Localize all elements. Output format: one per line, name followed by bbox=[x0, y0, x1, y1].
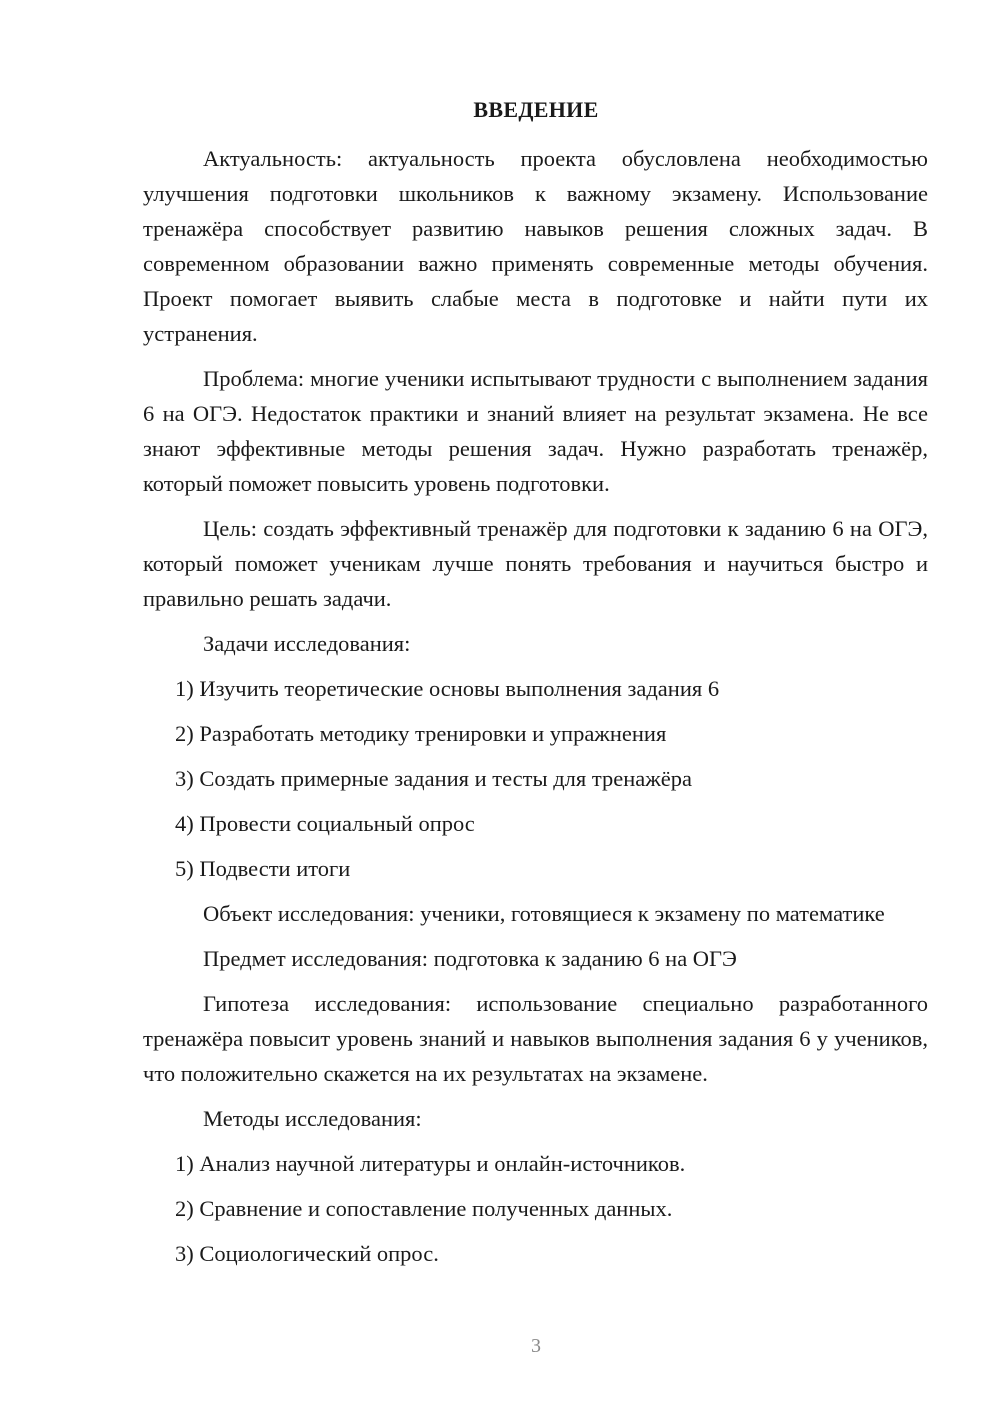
task-item: 1) Изучить теоретические основы выполнения задания 6 bbox=[175, 676, 720, 701]
page-body bbox=[143, 141, 928, 1281]
task-item: 3) Создать примерные задания и тесты для тренажёра bbox=[175, 766, 693, 791]
task-item: 5) Подвести итоги bbox=[175, 856, 351, 881]
method-item: 3) Социологический опрос. bbox=[175, 1241, 439, 1266]
task-item: 2) Разработать методику тренировки и упражнения bbox=[175, 721, 667, 746]
relevance-paragraph: Актуальность: актуальность проекта обусловлена необходимостью улучшения подготовки школьников к важному экзамену. Использование тренажёра способствует развитию навыков решения сложных задач. В современном образовании важно применять современные методы обучения. Проект помогает выявить слабые места в подготовке и найти пути их устранения. bbox=[143, 146, 928, 346]
object-paragraph: Объект исследования: ученики, готовящиеся к экзамену по математике bbox=[203, 901, 885, 926]
method-item: 1) Анализ научной литературы и онлайн-источников. bbox=[175, 1151, 686, 1176]
goal-paragraph: Цель: создать эффективный тренажёр для подготовки к заданию 6 на ОГЭ, который поможет ученикам лучше понять требования и научиться быстро и правильно решать задачи. bbox=[143, 516, 928, 611]
method-item: 2) Сравнение и сопоставление полученных данных. bbox=[175, 1196, 673, 1221]
problem-paragraph: Проблема: многие ученики испытывают трудности с выполнением задания 6 на ОГЭ. Недостаток практики и знаний влияет на результат экзамена. Не все знают эффективные методы решения задач. Нужно разработать тренажёр, который поможет повысить уровень подготовки. bbox=[143, 366, 928, 496]
tasks-heading: Задачи исследования: bbox=[203, 631, 411, 656]
subject-paragraph: Предмет исследования: подготовка к заданию 6 на ОГЭ bbox=[203, 946, 737, 971]
page-number: 3 bbox=[531, 1335, 541, 1357]
page-title: ВВЕДЕНИЕ bbox=[473, 97, 599, 122]
task-item: 4) Провести социальный опрос bbox=[175, 811, 475, 836]
methods-heading: Методы исследования: bbox=[203, 1106, 422, 1131]
hypothesis-paragraph: Гипотеза исследования: использование специально разработанного тренажёра повысит уровень знаний и навыков выполнения задания 6 у учеников, что положительно скажется на их результатах на экзамене. bbox=[143, 991, 928, 1086]
